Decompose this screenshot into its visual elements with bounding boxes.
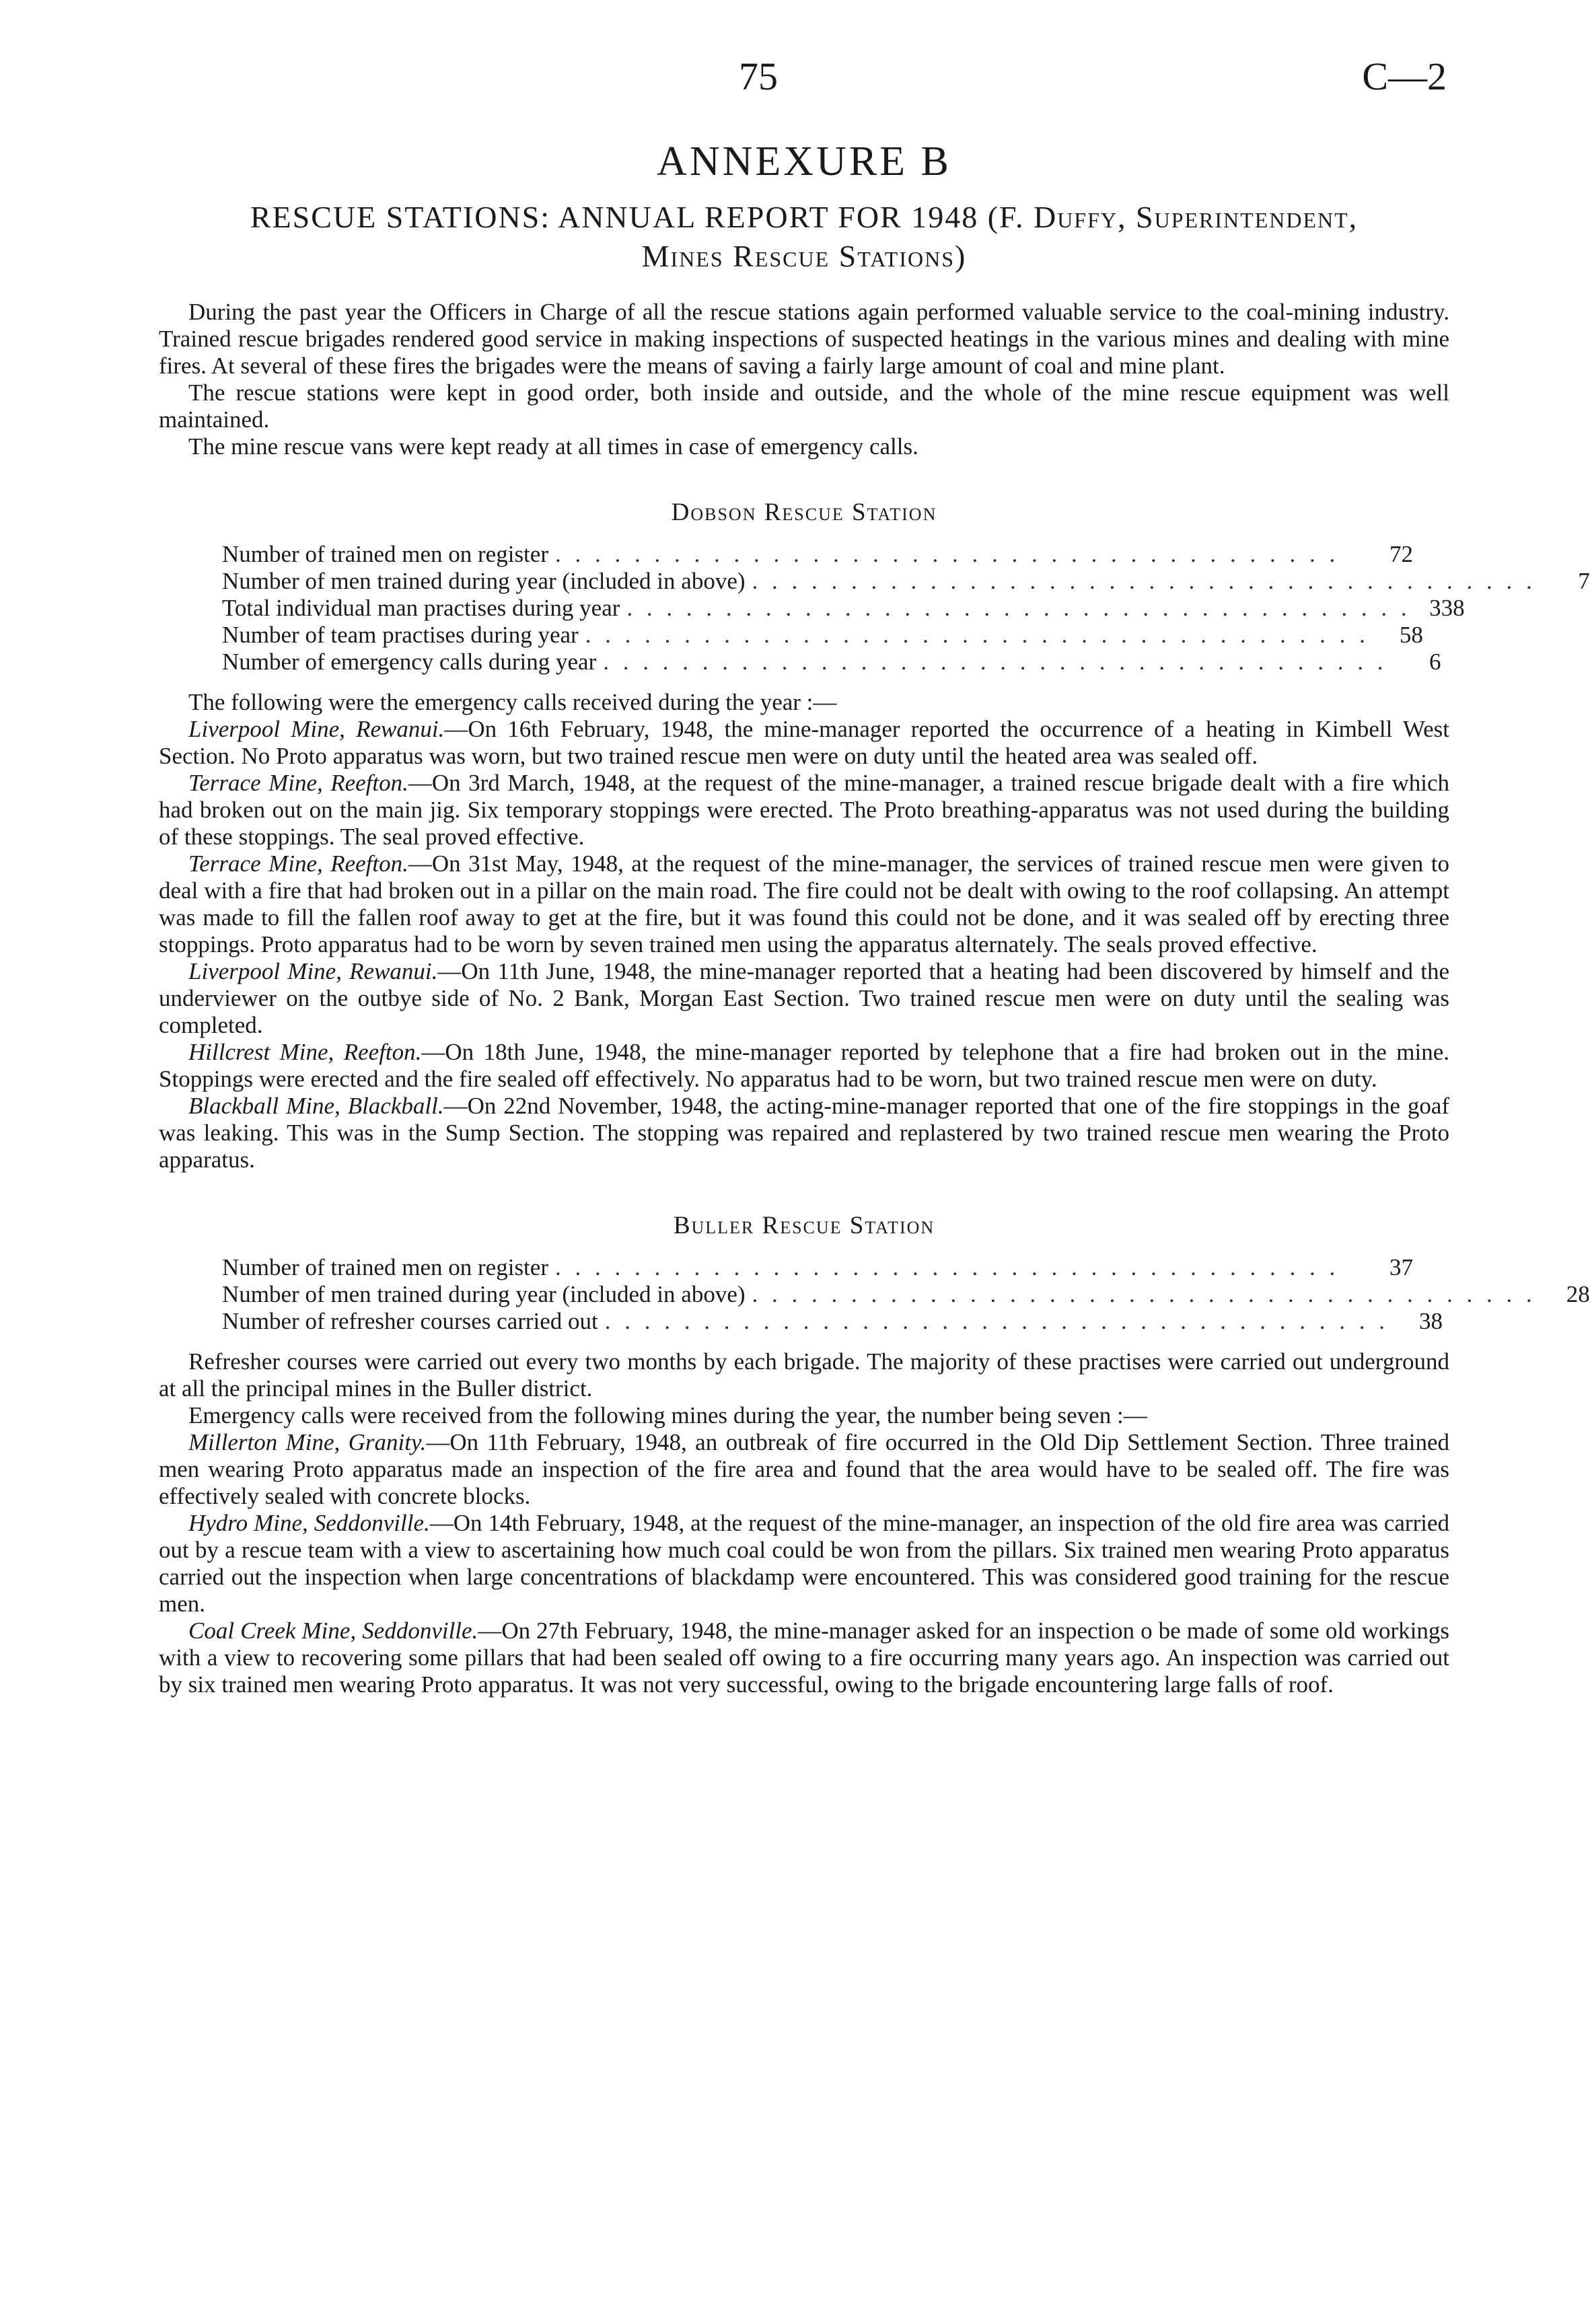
stat-value: 7 (1578, 568, 1590, 594)
annexure-title: ANNEXURE B (657, 139, 951, 184)
body-text (159, 135, 1590, 1698)
report-heading (105, 198, 1503, 276)
page-number: 75 (739, 55, 778, 98)
stat-row (222, 1308, 1443, 1335)
incident-report (159, 850, 1449, 958)
stat-value: 38 (1419, 1308, 1443, 1334)
stat-row (222, 595, 1465, 622)
incident-report (159, 716, 1449, 770)
incident-place: Hillcrest Mine, Reefton. (188, 1039, 422, 1065)
incident-place: Terrace Mine, Reefton. (188, 850, 408, 877)
stat-label: Number of trained men on register (222, 1254, 548, 1280)
stat-label: Number of men trained during year (included in above) (222, 1281, 746, 1307)
incident-report (159, 958, 1449, 1039)
incident-place: Millerton Mine, Granity. (188, 1429, 427, 1455)
incident-place: Liverpool Mine, Rewanui. (188, 958, 438, 984)
incident-report (159, 1039, 1449, 1093)
stat-label: Number of emergency calls during year (222, 649, 597, 675)
buller-stats (222, 1254, 1590, 1335)
leader-dots: . . . . . . . . . . . . . . . . . . . . . . . . . . . . . . . . . . . . . . . . (752, 1281, 1536, 1307)
stat-row (222, 1281, 1590, 1308)
leader-dots: . . . . . . . . . . . . . . . . . . . . . . . . . . . . . . . . . . . . . . . . (626, 595, 1411, 621)
incident-report (159, 1618, 1449, 1698)
incident-place: Liverpool Mine, Rewanui. (188, 716, 445, 742)
incident-place: Terrace Mine, Reefton. (188, 770, 408, 796)
incident-report (159, 1093, 1449, 1173)
incident-text: —On 16th February, 1948, the mine-manager reported the occurrence of a heating in Kimbell West Section. No Proto apparatus was worn, but two trained rescue men were on duty until the heated area was sealed off. (159, 716, 1449, 769)
incident-report (159, 770, 1449, 850)
incident-text: —On 3rd March, 1948, at the request of the mine-manager, a trained rescue brigade dealt with a fire which had broken out on the main jig. Six temporary stoppings were erected. The Proto breathing-apparatus was not used during the building of these stoppings. The seal proved effective. (159, 770, 1449, 850)
buller-paragraph: Emergency calls were received from the following mines during the year, the number being seven :— (188, 1402, 1147, 1428)
leader-dots: . . . . . . . . . . . . . . . . . . . . . . . . . . . . . . . . . . . . . . . . (554, 1254, 1340, 1280)
intro-paragraph: The mine rescue vans were kept ready at all times in case of emergency calls. (188, 433, 918, 460)
incident-text: —On 11th February, 1948, an outbreak of fire occurred in the Old Dip Settlement Section. Three trained men wearing Proto apparatus made an inspection of the fire area and found that the area would have to be sealed off. The fire was effectively sealed with concrete blocks. (159, 1429, 1449, 1509)
leader-dots: . . . . . . . . . . . . . . . . . . . . . . . . . . . . . . . . . . . . . . . . (585, 622, 1369, 648)
buller-paragraph: Refresher courses were carried out every two months by each brigade. The majority of these practises were carried out underground at all the principal mines in the Buller district. (159, 1348, 1449, 1402)
leader-dots: . . . . . . . . . . . . . . . . . . . . . . . . . . . . . . . . . . . . . . . . (554, 541, 1340, 567)
incident-report (159, 1429, 1449, 1510)
stat-row (222, 649, 1441, 676)
stat-label: Number of men trained during year (included in above) (222, 568, 746, 594)
dobson-stats (222, 541, 1590, 676)
report-heading-name: Duffy, Superintendent, (1033, 200, 1359, 234)
incident-text: —On 11th June, 1948, the mine-manager reported that a heating had been discovered by himself and the underviewer on the outbye side of No. 2 Bank, Morgan East Section. Two trained rescue men were on duty until the sealing was completed. (159, 958, 1449, 1038)
stat-value: 6 (1429, 649, 1441, 675)
leader-dots: . . . . . . . . . . . . . . . . . . . . . . . . . . . . . . . . . . . . . . . . (604, 1308, 1389, 1334)
report-heading-subtitle: Mines Rescue Stations) (641, 239, 967, 273)
stat-value: 338 (1429, 595, 1465, 621)
stat-value: 37 (1389, 1254, 1413, 1280)
report-heading-main: RESCUE STATIONS: ANNUAL REPORT FOR 1948 (F. (250, 200, 1034, 234)
incident-place: Coal Creek Mine, Seddonville. (188, 1618, 478, 1644)
incident-text: —On 27th February, 1948, the mine-manager asked for an inspection o be made of some old workings with a view to recovering some pillars that had been sealed off owing to a fire occurring many years ago. An inspection was carried out by six trained men wearing Proto apparatus. It was not very successful, owing to the brigade encountering large falls of roof. (159, 1618, 1449, 1698)
stat-row (222, 541, 1413, 568)
stat-label: Number of trained men on register (222, 541, 548, 567)
sheet-code: C—2 (1362, 55, 1447, 98)
stat-value: 72 (1389, 541, 1413, 567)
stat-row (222, 568, 1590, 595)
stat-row (222, 1254, 1413, 1281)
intro-paragraph: During the past year the Officers in Charge of all the rescue stations again performed valuable service to the coal-mining industry. Trained rescue brigades rendered good service in making inspections of suspected heatings in the various mines and dealing with mine fires. At several of these fires the brigades were the means of saving a fairly large amount of coal and mine plant. (159, 299, 1449, 379)
incident-text: —On 31st May, 1948, at the request of the mine-manager, the services of trained rescue men were given to deal with a fire that had broken out in a pillar on the main road. The fire could not be dealt with owing to the roof collapsing. An attempt was made to fill the fallen roof away to get at the fire, but it was found this could not be done, and it was sealed off by erecting three stoppings. Proto apparatus had to be worn by seven trained men using the apparatus alternately. The seals proved effective. (159, 850, 1449, 957)
incident-place: Blackball Mine, Blackball. (188, 1093, 444, 1119)
dobson-station-heading: Dobson Rescue Station (671, 499, 937, 526)
incident-report (159, 1510, 1449, 1618)
buller-station-heading: Buller Rescue Station (673, 1212, 935, 1239)
leader-dots: . . . . . . . . . . . . . . . . . . . . . . . . . . . . . . . . . . . . . . . . (603, 649, 1387, 675)
incident-text: —On 18th June, 1948, the mine-manager reported by telephone that a fire had broken out in the mine. Stoppings were erected and the fire sealed off effectively. No apparatus had to be worn, but two trained rescue men were on duty. (159, 1039, 1449, 1092)
stat-row (222, 622, 1423, 649)
stat-label: Number of refresher courses carried out (222, 1308, 598, 1334)
running-head (0, 54, 1510, 101)
incident-place: Hydro Mine, Seddonville. (188, 1510, 430, 1536)
stat-value: 28 (1566, 1281, 1590, 1307)
leader-dots: . . . . . . . . . . . . . . . . . . . . . . . . . . . . . . . . . . . . . . . . (752, 568, 1536, 594)
incident-text: —On 22nd November, 1948, the acting-mine-manager reported that one of the fire stoppings in the goaf was leaking. This was in the Sump Section. The stopping was repaired and replastered by two trained rescue men wearing the Proto apparatus. (159, 1093, 1450, 1173)
stat-label: Total individual man practises during year (222, 595, 620, 621)
intro-paragraph: The rescue stations were kept in good order, both inside and outside, and the whole of the mine rescue equipment was well maintained. (159, 379, 1449, 433)
stat-label: Number of team practises during year (222, 622, 579, 648)
incident-text: —On 14th February, 1948, at the request of the mine-manager, an inspection of the old fire area was carried out by a rescue team with a view to ascertaining how much coal could be won from the pillars. Six trained men wearing Proto apparatus carried out the inspection when large concentrations of blackdamp were encountered. This was considered good training for the rescue men. (159, 1510, 1449, 1617)
stat-value: 58 (1399, 622, 1423, 648)
emergency-calls-intro: The following were the emergency calls received during the year :— (188, 689, 837, 715)
